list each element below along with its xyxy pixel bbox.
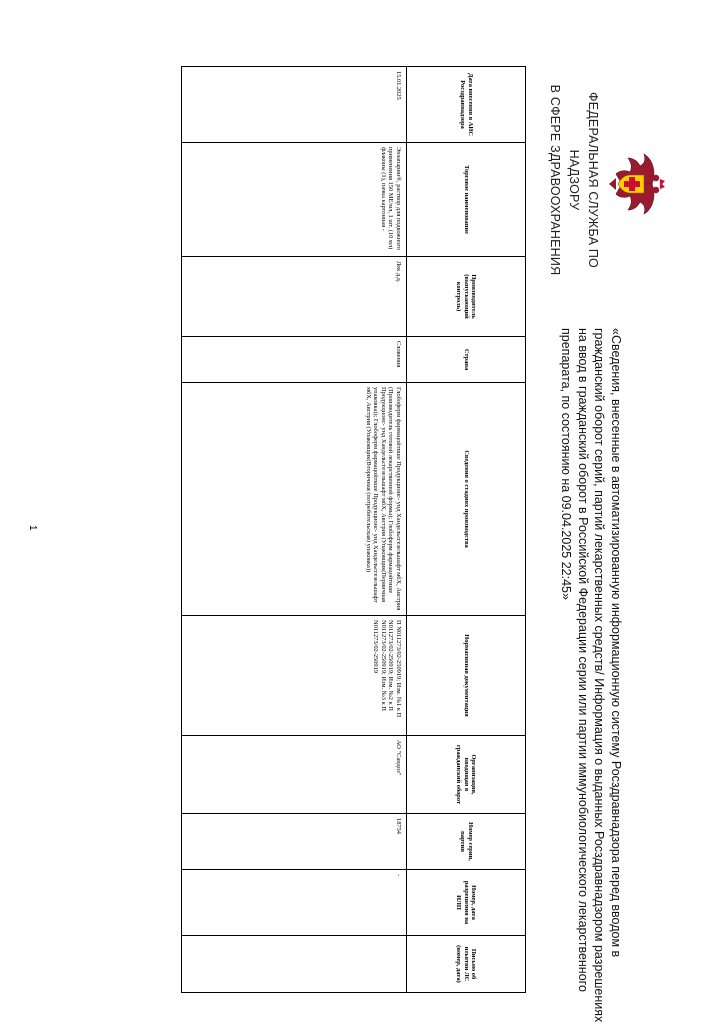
header-batch: Номер серии, партии <box>407 814 526 870</box>
cell-trade-name: Энзапарин®, раствор для подкожного применения 150 ME/мл, 1 шт. (10 мл) флаконы (1), пачка картонная - <box>182 143 407 257</box>
header-withdrawal: Письмо об изъятии ЛС (номер, дата) <box>407 936 526 993</box>
cell-stages: Глобоферм фармацойтише Продукционс- унд Хандельсгезельшафт мбХ, Австрия (Производитель готовой лекарственной формы); Глобоферм фармацойтише Продукционс- унд Хандельсгезельшафт мбХ, Австрия (Упаковщик(Первичная упаковка)); Глобоферм фармацойтише Продукционс- унд Хандельсгезельшафт мбХ, Австрия (Упаковщик(Вторичная (потребительская) упаковка)) <box>182 383 407 616</box>
header-normative-docs: Нормативная документация <box>407 616 526 736</box>
page-number: 1 <box>27 525 38 531</box>
agency-name-line-2: В СФЕРЕ ЗДРАВООХРАНЕНИЯ <box>548 84 562 276</box>
cell-withdrawal <box>182 936 407 993</box>
header-organization: Организация, вводящая в гражданский оборот <box>407 736 526 814</box>
records-table <box>181 66 526 993</box>
notice-line-4: препарата, по состоянию на 09.04.2025 22:45» <box>559 328 574 600</box>
notice-line-1: «Сведения, внесенные в автоматизированную информационную систему Росздравнадзора перед вводом в <box>609 328 623 958</box>
notice-line-3: на ввод в гражданский оборот в Российской Федерации серии или партии иммунобиологического лекарственного <box>576 328 590 992</box>
cell-manufacturer: Лек д.д. <box>182 257 407 337</box>
header-trade-name: Торговое наименование <box>407 143 526 257</box>
agency-name <box>545 64 602 296</box>
header-permit: Номер, дата разрешения на ИЛП <box>407 870 526 936</box>
cell-batch: 18754 <box>182 814 407 870</box>
cell-organization: АО "Сандоз" <box>182 736 407 814</box>
header-date: Дата внесения в АИС Росздравнадзора <box>407 67 526 143</box>
header-manufacturer: Производитель (выпускающий контроль) <box>407 257 526 337</box>
table-row <box>182 67 407 993</box>
cell-date: 15.01.2025 <box>182 67 407 143</box>
table-header-row <box>407 67 526 993</box>
cell-normative-docs: П N011273/02-250919; Изм. №1 к П N011273/02-250919; Изм. №2 к П N011273/02-250919; Изм. №3 к П N011273/02-250919 <box>182 616 407 736</box>
header-country: Страна <box>407 337 526 383</box>
notice-title <box>558 328 624 1023</box>
cell-country: Словения <box>182 337 407 383</box>
agency-name-line-1: ФЕДЕРАЛЬНАЯ СЛУЖБА ПО НАДЗОРУ <box>567 92 600 268</box>
eagle-emblem-icon <box>608 152 666 216</box>
header-stages: Сведения о стадиях производства <box>407 383 526 616</box>
notice-line-2: гражданский оборот серий, партий лекарственных средств/ Информация о выданных Росздравнадзором разрешениях <box>592 328 607 1023</box>
cell-permit: - <box>182 870 407 936</box>
